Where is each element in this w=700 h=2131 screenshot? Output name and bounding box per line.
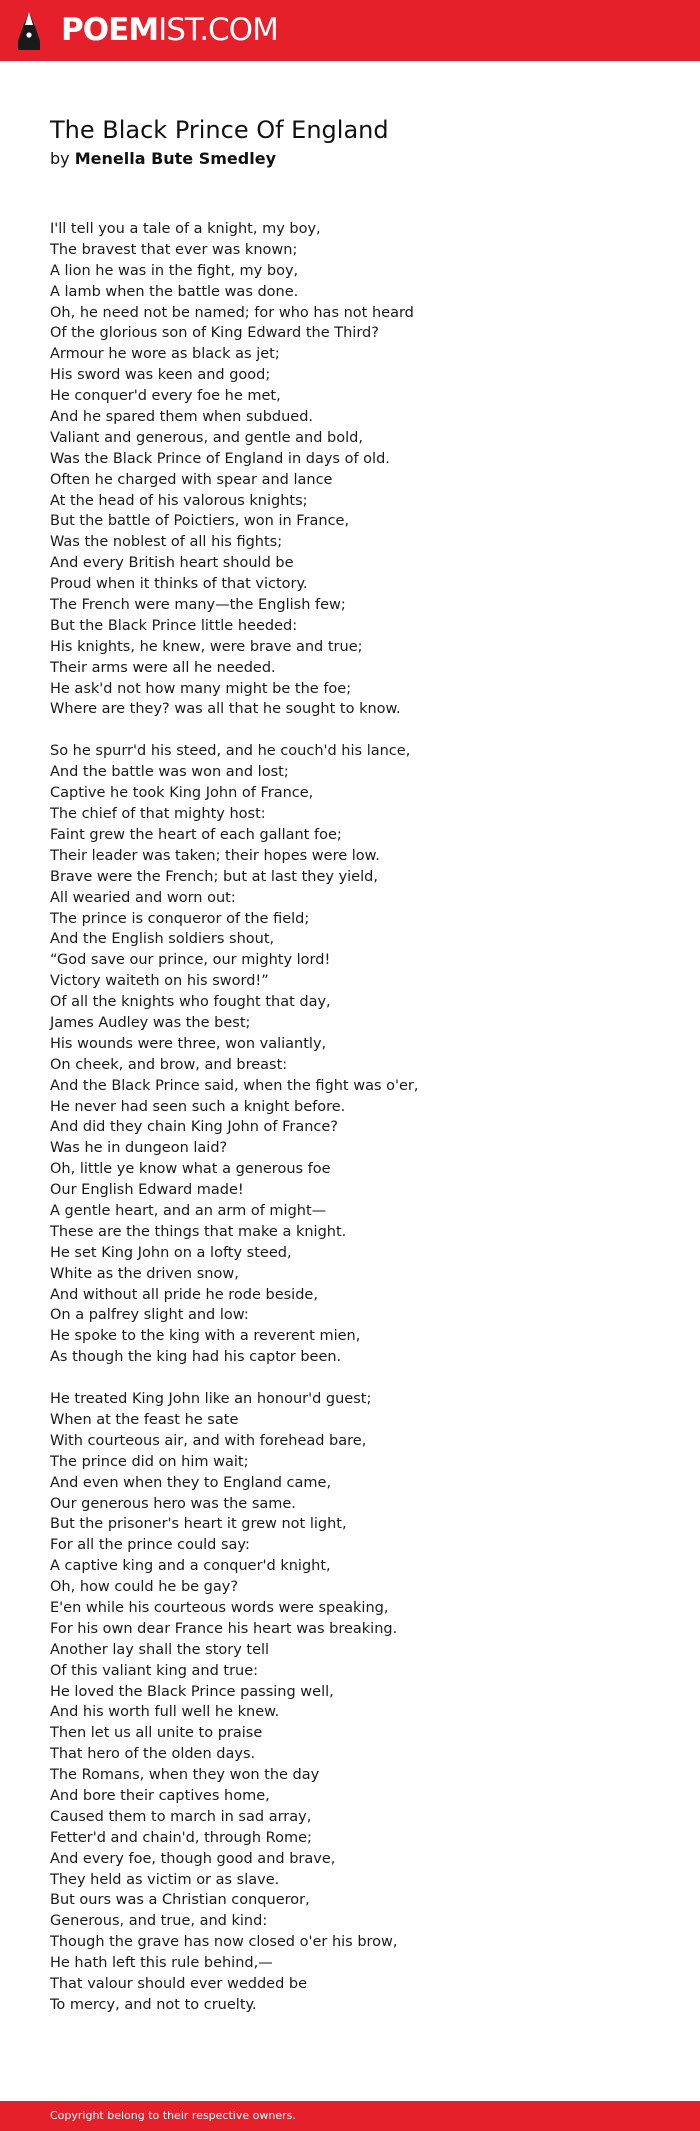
poem-line: And every British heart should be xyxy=(50,555,294,572)
poem-line: He set King John on a lofty steed, xyxy=(50,1244,292,1261)
poem-line: Oh, little ye know what a generous foe xyxy=(50,1161,331,1178)
poem-line: Oh, he need not be named; for who has not heard xyxy=(50,304,414,321)
poem-line: And without all pride he rode beside, xyxy=(50,1286,318,1303)
poem-line: James Audley was the best; xyxy=(50,1014,251,1031)
poem-line: Then let us all unite to praise xyxy=(50,1725,263,1742)
site-footer xyxy=(0,2101,700,2131)
poem-line: The bravest that ever was known; xyxy=(50,241,298,258)
poem-line: Caused them to march in sad array, xyxy=(50,1808,312,1825)
poem-line: His sword was keen and good; xyxy=(50,367,271,384)
poem-line: For all the prince could say: xyxy=(50,1537,250,1554)
poem-line: A captive king and a conquer'd knight, xyxy=(50,1558,331,1575)
poem-line: Of this valiant king and true: xyxy=(50,1662,259,1679)
poem-line: These are the things that make a knight. xyxy=(50,1223,347,1240)
pen-nib-icon xyxy=(16,11,42,51)
poem-line: Victory waiteth on his sword!” xyxy=(50,973,269,990)
poem-line: And the English soldiers shout, xyxy=(50,931,275,948)
poem-line: With courteous air, and with forehead bare, xyxy=(50,1432,367,1449)
poem-line: A lamb when the battle was done. xyxy=(50,283,299,300)
poem-line: “God save our prince, our mighty lord! xyxy=(50,952,331,969)
poem-line: He ask'd not how many might be the foe; xyxy=(50,680,352,697)
poem-line: White as the driven snow, xyxy=(50,1265,239,1282)
poem-line: The prince is conqueror of the field; xyxy=(50,910,310,927)
poem-line: Armour he wore as black as jet; xyxy=(50,346,280,363)
poem-line: Fetter'd and chain'd, through Rome; xyxy=(50,1829,312,1846)
poem-line: Was the Black Prince of England in days of old. xyxy=(50,450,390,467)
poem-line: But the battle of Poictiers, won in France, xyxy=(50,513,350,530)
poem-line: They held as victim or as slave. xyxy=(50,1871,280,1888)
poem-line: He treated King John like an honour'd guest; xyxy=(50,1391,372,1408)
byline xyxy=(50,148,276,170)
poem-line: Of the glorious son of King Edward the Third? xyxy=(50,325,379,342)
poem-line: The chief of that mighty host: xyxy=(50,806,266,823)
poem-line: Their arms were all he needed. xyxy=(50,659,276,676)
poem-line: Brave were the French; but at last they yield, xyxy=(50,868,378,885)
logo-text-light: IST.COM xyxy=(158,12,278,48)
logo-text-bold: POEM xyxy=(61,12,159,48)
poem-line: He never had seen such a knight before. xyxy=(50,1098,346,1115)
poem-line: So he spurr'd his steed, and he couch'd his lance, xyxy=(50,743,411,760)
poem-line: Where are they? was all that he sought to know. xyxy=(50,701,401,718)
poem-line: He loved the Black Prince passing well, xyxy=(50,1683,334,1700)
poem-line: Generous, and true, and kind: xyxy=(50,1913,268,1930)
poem-line: Proud when it thinks of that victory. xyxy=(50,576,308,593)
poem-line: But the Black Prince little heeded: xyxy=(50,617,298,634)
poem-line: But the prisoner's heart it grew not light, xyxy=(50,1516,347,1533)
poem-line: Often he charged with spear and lance xyxy=(50,471,333,488)
stanza xyxy=(50,1389,650,2016)
poem-line: On a palfrey slight and low: xyxy=(50,1307,249,1324)
poem-line: That valour should ever wedded be xyxy=(50,1976,308,1993)
stanza xyxy=(50,741,650,1368)
site-header xyxy=(0,0,700,61)
poem-line: Our generous hero was the same. xyxy=(50,1495,296,1512)
poem-line: When at the feast he sate xyxy=(50,1411,239,1428)
poem-line: And every foe, though good and brave, xyxy=(50,1850,336,1867)
poem-line: And the battle was won and lost; xyxy=(50,764,289,781)
poem-line: At the head of his valorous knights; xyxy=(50,492,308,509)
poem-line: The French were many—the English few; xyxy=(50,597,346,614)
stanza xyxy=(50,219,650,720)
poem-line: Was he in dungeon laid? xyxy=(50,1140,228,1157)
poem-line: Another lay shall the story tell xyxy=(50,1641,270,1658)
poem-line: And he spared them when subdued. xyxy=(50,409,314,426)
poem-line: He hath left this rule behind,— xyxy=(50,1955,273,1972)
poem-line: To mercy, and not to cruelty. xyxy=(50,1996,257,2013)
poem-line: I'll tell you a tale of a knight, my boy, xyxy=(50,221,321,237)
poem-line: The Romans, when they won the day xyxy=(50,1767,320,1784)
poem-line: His knights, he knew, were brave and true; xyxy=(50,638,363,655)
poem-line: Their leader was taken; their hopes were low. xyxy=(50,847,380,864)
poem-line: And the Black Prince said, when the fight was o'er, xyxy=(50,1077,419,1094)
poem-line: He conquer'd every foe he met, xyxy=(50,388,281,405)
poem-line: For his own dear France his heart was breaking. xyxy=(50,1620,398,1637)
poem-line: And bore their captives home, xyxy=(50,1788,270,1805)
poem-line: As though the king had his captor been. xyxy=(50,1349,342,1366)
poem-line: Valiant and generous, and gentle and bold, xyxy=(50,429,363,446)
poem-line: His wounds were three, won valiantly, xyxy=(50,1035,327,1052)
poem-title: The Black Prince Of England xyxy=(50,116,389,144)
poem-body xyxy=(50,219,650,2037)
poem-line: Our English Edward made! xyxy=(50,1182,244,1199)
author-name: Menella Bute Smedley xyxy=(74,149,276,168)
poem-line: He spoke to the king with a reverent mien, xyxy=(50,1328,361,1345)
poem-line: Of all the knights who fought that day, xyxy=(50,994,331,1011)
poem-line: Was the noblest of all his fights; xyxy=(50,534,283,551)
poem-line: A gentle heart, and an arm of might— xyxy=(50,1202,327,1219)
copyright-text: Copyright belong to their respective owners. xyxy=(50,2109,296,2122)
poem-line: Though the grave has now closed o'er his brow, xyxy=(50,1934,398,1951)
poem-line: And his worth full well he knew. xyxy=(50,1704,280,1721)
poem-line: And did they chain King John of France? xyxy=(50,1119,339,1136)
poem-line: But ours was a Christian conqueror, xyxy=(50,1892,310,1909)
by-label: by xyxy=(50,149,70,168)
poem-line: And even when they to England came, xyxy=(50,1474,332,1491)
poem-line: Captive he took King John of France, xyxy=(50,785,314,802)
poem-line: On cheek, and brow, and breast: xyxy=(50,1056,288,1073)
poem-line: That hero of the olden days. xyxy=(50,1746,256,1763)
poem-line: Faint grew the heart of each gallant foe; xyxy=(50,826,342,843)
poem-line: Oh, how could he be gay? xyxy=(50,1579,239,1596)
site-logo[interactable] xyxy=(61,12,278,48)
poem-line: E'en while his courteous words were speaking, xyxy=(50,1600,389,1616)
poem-line: A lion he was in the fight, my boy, xyxy=(50,262,299,279)
poem-line: All wearied and worn out: xyxy=(50,889,236,906)
poem-line: The prince did on him wait; xyxy=(50,1453,249,1470)
